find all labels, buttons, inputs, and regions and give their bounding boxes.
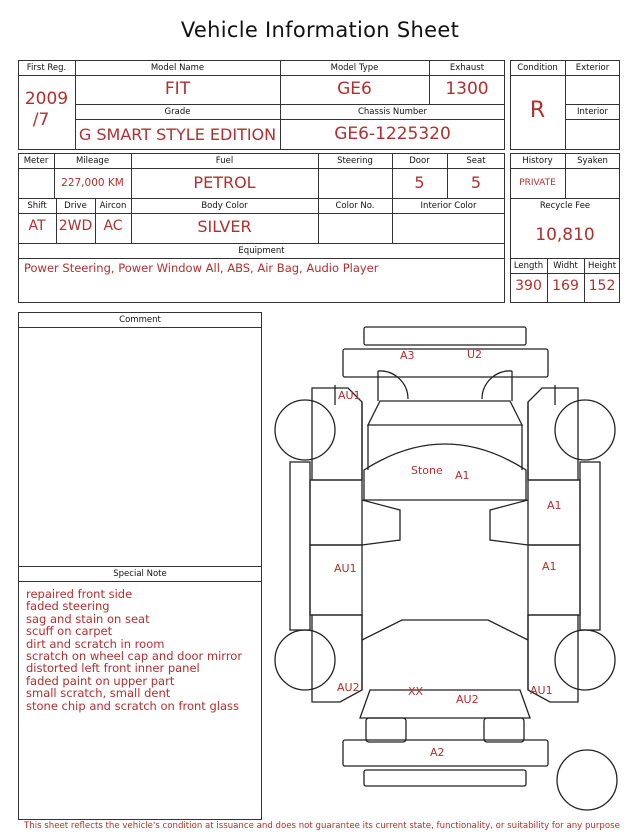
special-note-item: scuff on carpet — [26, 624, 113, 639]
first-reg-month: /7 — [32, 110, 50, 130]
shift-value: AT — [28, 218, 46, 234]
seat-value: 5 — [470, 173, 482, 192]
damage-mark-hood-x: XX — [408, 685, 424, 698]
condition-label: Condition — [517, 63, 558, 73]
length-label: Length — [513, 261, 544, 271]
damage-mark-left-rear-door: AU1 — [334, 562, 357, 575]
color-no-label: Color No. — [335, 201, 375, 211]
syaken-label: Syaken — [577, 156, 608, 166]
model-type-label: Model Type — [330, 63, 379, 73]
chassis-number-label: Chassis Number — [357, 107, 428, 117]
seat-label: Seat — [466, 156, 486, 166]
aircon-label: Aircon — [99, 201, 127, 211]
car-damage-diagram — [270, 318, 622, 818]
damage-mark-front-bumper: A2 — [430, 746, 445, 759]
special-note-list — [26, 588, 258, 808]
body-color-value: SILVER — [197, 217, 252, 236]
damage-mark-windshield-code: A1 — [455, 469, 470, 482]
special-note-item: faded paint on upper part — [26, 673, 175, 688]
equipment-label: Equipment — [238, 246, 285, 256]
door-label: Door — [409, 156, 430, 166]
special-note-item: small scratch, small dent — [26, 686, 171, 701]
condition-grade: R — [529, 98, 546, 123]
recycle-fee-label: Recycle Fee — [539, 201, 591, 211]
width-label: Widht — [553, 261, 578, 271]
model-name-label: Model Name — [150, 63, 205, 73]
grade-label: Grade — [164, 107, 191, 117]
steering-label: Steering — [337, 156, 373, 166]
history-value: PRIVATE — [519, 178, 556, 188]
exhaust-label: Exhaust — [449, 63, 485, 73]
damage-mark-left-front-fender: AU2 — [337, 681, 360, 694]
exterior-label: Exterior — [575, 63, 610, 73]
special-note-label: Special Note — [113, 569, 167, 579]
mileage-value: 227,000 KM — [61, 177, 124, 189]
damage-mark-right-front-fender: AU1 — [530, 684, 553, 697]
chassis-number-value: GE6-1225320 — [334, 124, 451, 144]
grade-value: G SMART STYLE EDITION — [78, 125, 277, 144]
body-color-label: Body Color — [201, 201, 248, 211]
history-label: History — [522, 156, 553, 166]
special-note-item: dirt and scratch in room — [26, 636, 165, 651]
first-reg-label: First Reg. — [26, 63, 67, 73]
meter-label: Meter — [23, 156, 49, 166]
aircon-value: AC — [103, 218, 123, 234]
damage-mark-right-front-door: A1 — [542, 560, 557, 573]
height-value: 152 — [588, 278, 616, 294]
recycle-fee-value: 10,810 — [535, 225, 595, 245]
drive-label: Drive — [64, 201, 87, 211]
drive-value: 2WD — [58, 218, 93, 234]
shift-label: Shift — [27, 201, 47, 211]
damage-mark-hood: AU2 — [456, 693, 479, 706]
special-note-item: stone chip and scratch on front glass — [26, 698, 239, 713]
fuel-label: Fuel — [215, 156, 234, 166]
special-note-item: faded steering — [26, 599, 110, 614]
special-note-item: distorted left front inner panel — [26, 661, 200, 676]
damage-mark-right-rear-door: A1 — [547, 499, 562, 512]
interior-color-label: Interior Color — [420, 201, 477, 211]
length-value: 390 — [515, 278, 542, 294]
page-title: Vehicle Information Sheet — [180, 18, 460, 42]
special-note-item: sag and stain on seat — [26, 611, 150, 626]
fuel-value: PETROL — [193, 173, 256, 192]
damage-mark-rear-right: U2 — [467, 348, 483, 361]
width-value: 169 — [552, 278, 579, 294]
special-note-item: repaired front side — [26, 587, 133, 601]
damage-mark-rear-left: A3 — [400, 349, 415, 362]
model-type-value: GE6 — [337, 79, 372, 99]
disclaimer-footer: This sheet reflects the vehicle's condition at issuance and does not guarantee its current state, functionality, or suitability for any purpose — [24, 821, 620, 831]
mileage-label: Mileage — [75, 156, 110, 166]
exhaust-value: 1300 — [445, 79, 489, 99]
damage-mark-rear-left-fender: AU1 — [338, 389, 361, 402]
height-label: Height — [587, 261, 617, 271]
model-name-value: FIT — [164, 79, 191, 99]
equipment-value: Power Steering, Power Window All, ABS, Air Bag, Audio Player — [24, 261, 379, 275]
door-value: 5 — [414, 173, 425, 192]
interior-label: Interior — [576, 107, 608, 117]
special-note-item: scratch on wheel cap and door mirror — [26, 649, 243, 663]
comment-label: Comment — [119, 315, 161, 325]
first-reg-year: 2009 — [24, 89, 69, 109]
damage-mark-windshield: Stone — [411, 464, 443, 477]
